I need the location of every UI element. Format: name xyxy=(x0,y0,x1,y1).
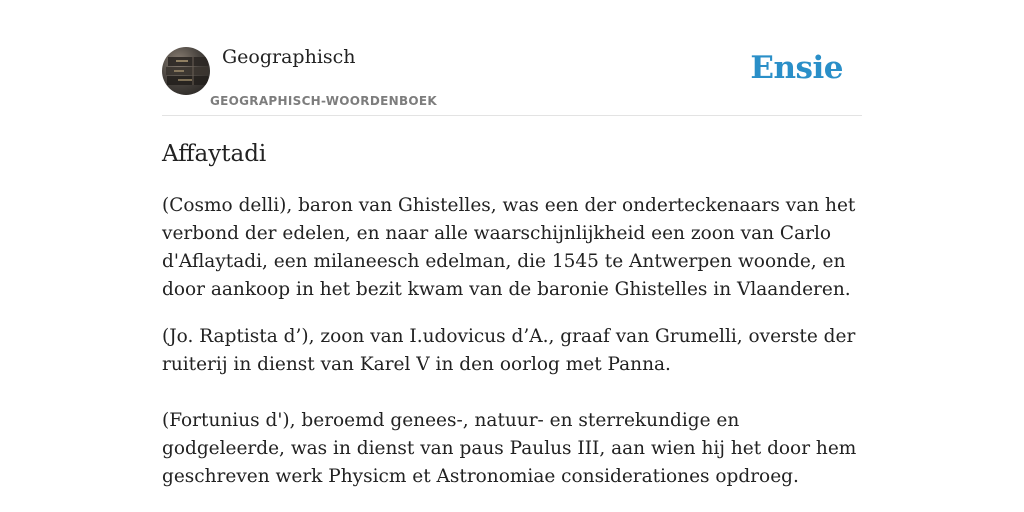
entry-paragraph-2: (Jo. Raptista d’), zoon van I.udovicus d’A., graaf van Grumelli, overste der ruiterij in dienst van Karel V in den oorlog met Panna. xyxy=(162,326,856,375)
entry-paragraph-3: (Fortunius d'), beroemd genees-, natuur- en sterrekundige en godgeleerde, was in dienst van paus Paulus III, aan wien hij het door hem geschreven werk Physicm et Astronomiae considerationes opdroeg. xyxy=(162,410,857,487)
source-title[interactable]: Geographisch xyxy=(222,46,356,68)
source-avatar[interactable] xyxy=(162,47,210,95)
article-card xyxy=(162,0,862,512)
entry-paragraph-1: (Cosmo delli), baron van Ghistelles, was een der onderteckenaars van het verbond der edelen, en naar alle waarschijnlijkheid een zoon van Carlo d'Aflaytadi, een milaneesch edelman, die 1545 te Antwerpen woonde, en door aankoop in het bezit kwam van de baronie Ghistelles in Vlaanderen. xyxy=(162,195,856,300)
source-header xyxy=(162,0,862,116)
book-spines-icon xyxy=(162,47,210,95)
entry-title: Affaytadi xyxy=(162,141,267,167)
brand-logo[interactable]: Ensie xyxy=(750,50,843,86)
source-subtitle[interactable]: GEOGRAPHISCH-WOORDENBOEK xyxy=(210,94,437,108)
